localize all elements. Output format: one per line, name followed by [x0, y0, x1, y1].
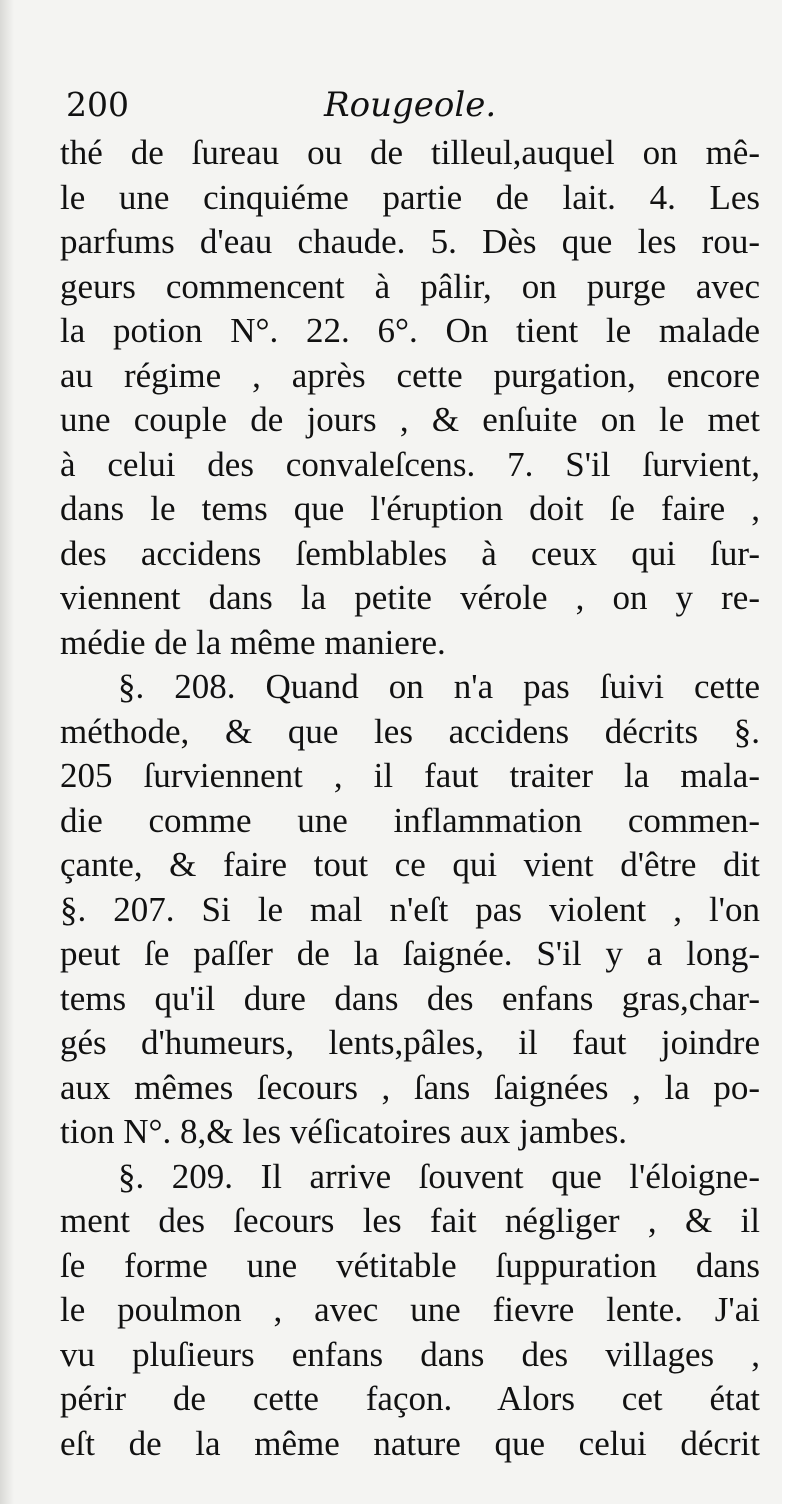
text-line: médie de la même maniere.: [60, 622, 446, 662]
text-line: aux mêmes ſecours , ſans ſaignées , la po-: [60, 1067, 760, 1107]
text-line: au régime , après cette purgation, encore: [60, 355, 760, 395]
page-edge: [782, 0, 800, 1504]
text-line: tems qu'il dure dans des enfans gras,char-: [60, 978, 760, 1018]
text-line: la potion N°. 22. 6°. On tient le malade: [60, 311, 760, 350]
text-line: gés d'humeurs, lents,pâles, il faut joindre: [60, 1023, 760, 1062]
section-start-209: §. 209. Il arrive ſouvent que l'éloigne-: [118, 1156, 760, 1196]
body-text: [60, 131, 760, 1466]
text-line: viennent dans la petite vérole , on y re-: [60, 578, 760, 617]
text-line: vu pluſieurs enfans dans des villages ,: [60, 1334, 760, 1374]
text-line: die comme une inflammation commen-: [60, 800, 760, 840]
text-line: çante, & faire tout ce qui vient d'être dit: [60, 845, 760, 884]
text-line: le poulmon , avec une fievre lente. J'ai: [60, 1290, 760, 1329]
text-line: le une cinquiéme partie de lait. 4. Les: [60, 177, 760, 217]
page-gutter-shadow: [0, 0, 14, 1504]
text-line: thé de ſureau ou de tilleul,auquel on mê-: [60, 133, 760, 172]
text-line: parfums d'eau chaude. 5. Dès que les rou-: [60, 222, 760, 261]
text-line: à celui des convaleſcens. 7. S'il ſurvient,: [60, 444, 760, 484]
text-line: 205 ſurviennent , il faut traiter la mala-: [60, 756, 760, 795]
section-start-208: §. 208. Quand on n'a pas ſuivi cette: [118, 667, 760, 706]
text-line: dans le tems que l'éruption doit ſe faire ,: [60, 489, 760, 528]
page-header: [66, 78, 756, 132]
text-line: périr de cette façon. Alors cet état: [60, 1379, 760, 1418]
text-line: eſt de la même nature que celui décrit: [60, 1423, 760, 1463]
text-line: méthode, & que les accidens décrits §.: [60, 711, 760, 751]
page-number: 200: [66, 85, 129, 124]
text-line: §. 207. Si le mal n'eſt pas violent , l'on: [60, 889, 760, 929]
text-line: des accidens ſemblables à ceux qui ſur-: [60, 533, 760, 573]
running-head: Rougeole.: [324, 85, 497, 125]
text-line: ſe forme une vétitable ſuppuration dans: [60, 1245, 760, 1285]
text-line: une couple de jours , & enſuite on le met: [60, 400, 760, 439]
text-line: geurs commencent à pâlir, on purge avec: [60, 266, 760, 306]
text-line: tion N°. 8,& les véſicatoires aux jambes.: [60, 1112, 628, 1151]
text-line: ment des ſecours les fait négliger , & il: [60, 1201, 760, 1240]
text-line: peut ſe paſſer de la ſaignée. S'il y a long-: [60, 934, 760, 973]
